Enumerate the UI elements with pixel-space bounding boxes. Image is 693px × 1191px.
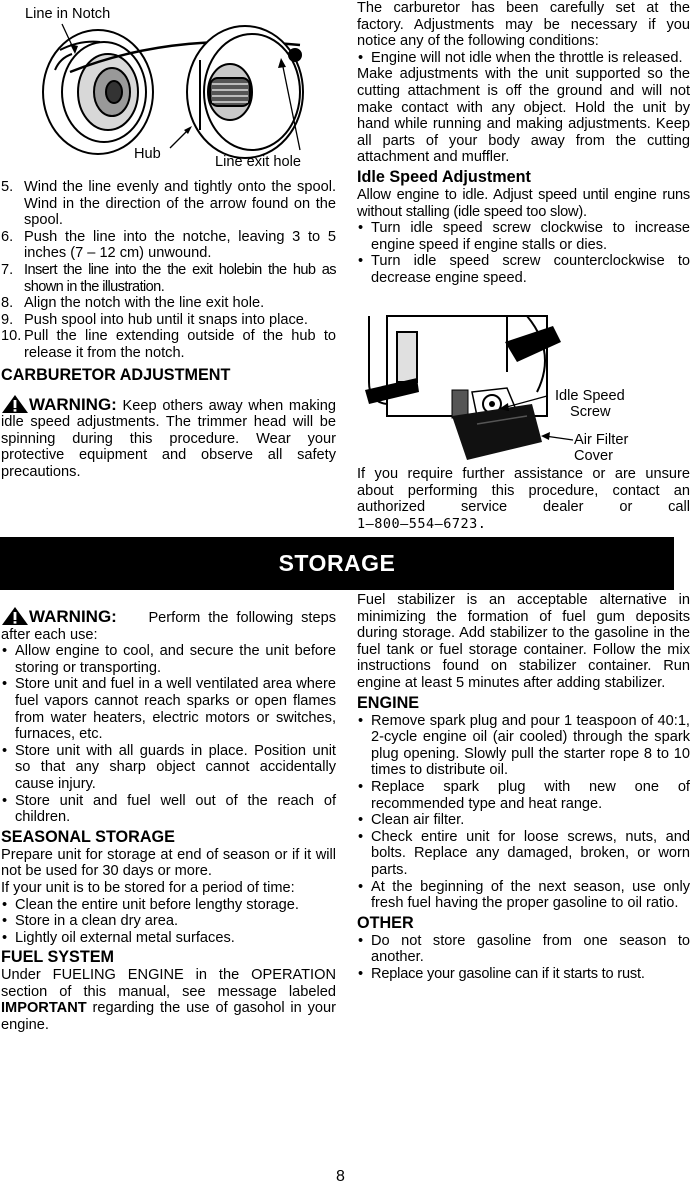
warning-item: • Allow engine to cool, and secure the unit before storing or transporting. <box>1 643 336 676</box>
warning-item: • Store unit with all guards in place. Position unit so that any sharp object cannot accidentally cause injury. <box>1 743 336 793</box>
seasonal-text-1: Prepare unit for storage at end of season or if it will not be used for 30 days or more. <box>1 846 336 880</box>
step-item: 8. Align the notch with the line exit hole. <box>1 295 265 312</box>
seasonal-item: • Clean the entire unit before lengthy storage. <box>1 897 336 914</box>
engine-list <box>357 713 690 912</box>
engine-item: • Clean air filter. <box>357 812 690 829</box>
warning-triangle-icon <box>1 394 29 414</box>
left-column-top <box>1 179 336 481</box>
other-heading: OTHER <box>357 913 414 932</box>
air-filter-label-2: Cover <box>574 448 613 464</box>
step-item: 9. Push spool into hub until it snaps into place. <box>1 311 308 328</box>
fuel-system-text: Under FUELING ENGINE in the OPERATION section of this manual, see message labeled IMPORTANT regarding the use of gasohol in your engine. <box>1 967 336 1034</box>
conditions-list <box>357 50 690 67</box>
storage-warning-list <box>1 643 336 826</box>
other-item: • Do not store gasoline from one season to another. <box>357 933 690 966</box>
carburetor-drawing <box>357 312 690 464</box>
idle-speed-label-1: Idle Speed <box>555 388 625 404</box>
page-number: 8 <box>336 1168 345 1185</box>
carburetor-illustration <box>357 312 690 464</box>
other-item: • Replace your gasoline can if it starts to rust. <box>357 966 690 983</box>
other-list <box>357 933 690 983</box>
step-item: 5. Wind the line evenly and tightly onto the spool. Wind in the direction of the arrow found on the spool. <box>1 179 336 229</box>
assistance-block <box>357 466 690 532</box>
idle-speed-text: Allow engine to idle. Adjust speed until engine runs without stalling (idle speed too slow). <box>357 186 690 220</box>
warning-item: • Store unit and fuel in a well ventilated area where fuel vapors cannot reach sparks or open flames from water heaters, electric motors or switches, furnaces, etc. <box>1 676 336 742</box>
seasonal-text-2: If your unit is to be stored for a period of time: <box>1 879 295 896</box>
spool-hub-illustration <box>0 0 345 180</box>
engine-item: • At the beginning of the next season, use only fresh fuel having the proper gasoline to oil ratio. <box>357 879 690 912</box>
engine-heading: ENGINE <box>357 693 420 712</box>
storage-warning: WARNING: Perform the following steps after each use: <box>1 607 336 643</box>
idle-speed-list <box>357 220 690 286</box>
spool-steps-list <box>1 179 336 362</box>
hub-label: Hub <box>134 146 161 162</box>
step-item: 6. Push the line into the notche, leaving 3 to 5 inches (7 – 12 cm) unwound. <box>1 228 336 262</box>
seasonal-list <box>1 897 336 947</box>
engine-item: • Check entire unit for loose screws, nuts, and bolts. Replace any damaged, broken, or worn parts. <box>357 829 690 879</box>
assist-text: If you require further assistance or are unsure about performing this procedure, contact an authorized service dealer or call <box>357 466 690 516</box>
adjust-text: Make adjustments with the unit supported so the cutting attachment is off the ground and will not make contact with any object. Hold the unit by hand while running and making adjustments. Keep all parts of your body away from the cutting attachment and muffler. <box>357 66 690 166</box>
idle-speed-heading: Idle Speed Adjustment <box>357 167 531 186</box>
right-column-bottom <box>357 592 690 982</box>
left-column-bottom <box>1 606 336 1034</box>
idle-item: • Turn idle speed screw clockwise to increase engine speed if engine stalls or dies. <box>357 220 690 253</box>
idle-item: • Turn idle speed screw counterclockwise to decrease engine speed. <box>357 253 690 286</box>
line-in-notch-label: Line in Notch <box>25 6 111 22</box>
line-exit-hole-label: Line exit hole <box>215 154 302 170</box>
step-item: 10. Pull the line extending outside of the hub to release it from the notch. <box>1 328 336 361</box>
fuel-system-heading: FUEL SYSTEM <box>1 948 115 967</box>
idle-speed-label-2: Screw <box>570 404 611 420</box>
engine-item: • Remove spark plug and pour 1 teaspoon of 40:1, 2-cycle engine oil (air cooled) through the spark plug opening. Slowly pull the starter rope 8 to 10 times to distribute oil. <box>357 713 690 779</box>
step-item: 7. Insert the line into the the exit holebin the hub as shown in the illustration. <box>1 261 336 295</box>
storage-title: STORAGE <box>278 550 396 576</box>
warning-item: • Store unit and fuel well out of the reach of children. <box>1 793 336 826</box>
stabilizer-text: Fuel stabilizer is an acceptable alternative in minimizing the formation of fuel gum deposits during storage. Add stabilizer to the gasoline in the fuel tank or fuel storage container. Follow the mix instructions found on stabilizer container. Run engine at least 5 minutes after adding stabilizer. <box>357 592 690 691</box>
engine-item: • Replace spark plug with new one of recommended type and heat range. <box>357 779 690 812</box>
carburetor-heading: CARBURETOR ADJUSTMENT <box>1 365 231 384</box>
seasonal-item: • Store in a clean dry area. <box>1 913 336 930</box>
carburetor-warning: WARNING: Keep others away when making idle speed adjustments. The trimmer head will be spinning during this procedure. Wear your protective equipment and observe all safety precautions. <box>1 394 336 480</box>
seasonal-item: • Lightly oil external metal surfaces. <box>1 930 336 947</box>
warning-triangle-icon <box>1 606 29 626</box>
condition-item: • Engine will not idle when the throttle is released. <box>357 50 690 67</box>
carburetor-intro: The carburetor has been carefully set at the factory. Adjustments may be necessary if you notice any of the following conditions: <box>357 0 690 50</box>
phone-number: 1–800–554–6723. <box>357 515 487 532</box>
spool-hub-drawing <box>0 0 345 180</box>
air-filter-label-1: Air Filter <box>574 432 629 448</box>
seasonal-storage-heading: SEASONAL STORAGE <box>1 827 175 846</box>
right-column-top <box>357 0 690 287</box>
